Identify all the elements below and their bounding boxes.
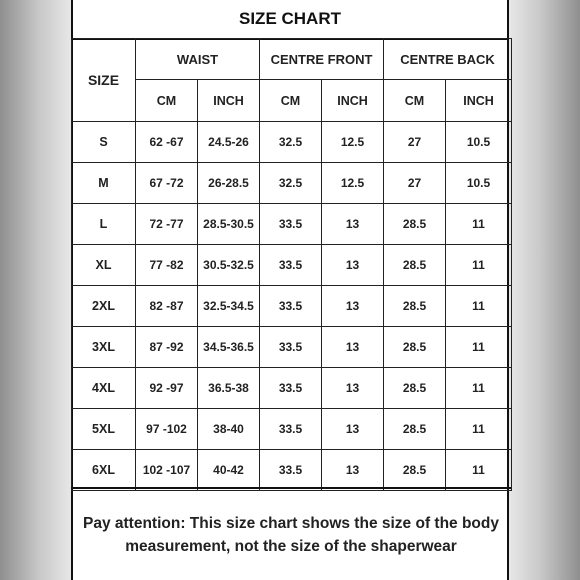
centre-back-cm: 28.5 xyxy=(384,368,446,409)
centre-back-inch: 10.5 xyxy=(446,122,512,163)
size-label: 3XL xyxy=(72,327,136,368)
table-row xyxy=(72,368,512,409)
chart-title: SIZE CHART xyxy=(73,0,507,40)
size-label: M xyxy=(72,163,136,204)
header-unit: CM xyxy=(260,80,322,122)
centre-front-cm: 33.5 xyxy=(260,286,322,327)
header-row-groups xyxy=(72,39,512,80)
centre-back-inch: 11 xyxy=(446,286,512,327)
centre-back-inch: 11 xyxy=(446,368,512,409)
centre-front-cm: 33.5 xyxy=(260,368,322,409)
centre-front-inch: 13 xyxy=(322,204,384,245)
table-row xyxy=(72,122,512,163)
note-line-1: Pay attention: This size chart shows the size of the body xyxy=(83,514,499,532)
waist-inch: 36.5-38 xyxy=(198,368,260,409)
centre-back-cm: 28.5 xyxy=(384,450,446,491)
waist-inch: 28.5-30.5 xyxy=(198,204,260,245)
centre-back-cm: 28.5 xyxy=(384,204,446,245)
waist-cm: 62 -67 xyxy=(136,122,198,163)
centre-front-cm: 32.5 xyxy=(260,122,322,163)
centre-front-inch: 13 xyxy=(322,368,384,409)
centre-front-inch: 13 xyxy=(322,409,384,450)
header-waist: WAIST xyxy=(136,39,260,80)
header-centre-front: CENTRE FRONT xyxy=(260,39,384,80)
centre-back-inch: 11 xyxy=(446,245,512,286)
waist-inch: 40-42 xyxy=(198,450,260,491)
size-chart-sheet xyxy=(71,0,509,580)
waist-cm: 92 -97 xyxy=(136,368,198,409)
waist-inch: 26-28.5 xyxy=(198,163,260,204)
waist-cm: 97 -102 xyxy=(136,409,198,450)
size-label: 5XL xyxy=(72,409,136,450)
waist-inch: 24.5-26 xyxy=(198,122,260,163)
header-unit: CM xyxy=(384,80,446,122)
table-row xyxy=(72,286,512,327)
centre-back-cm: 28.5 xyxy=(384,286,446,327)
size-label: 6XL xyxy=(72,450,136,491)
table-row xyxy=(72,450,512,491)
table-row xyxy=(72,327,512,368)
waist-cm: 67 -72 xyxy=(136,163,198,204)
header-unit: CM xyxy=(136,80,198,122)
size-label: S xyxy=(72,122,136,163)
centre-back-cm: 28.5 xyxy=(384,409,446,450)
waist-cm: 87 -92 xyxy=(136,327,198,368)
centre-back-cm: 27 xyxy=(384,163,446,204)
header-size: SIZE xyxy=(72,39,136,122)
centre-front-cm: 33.5 xyxy=(260,409,322,450)
centre-front-inch: 12.5 xyxy=(322,163,384,204)
header-row-units xyxy=(72,80,512,122)
attention-note xyxy=(71,487,511,580)
centre-front-inch: 13 xyxy=(322,245,384,286)
centre-front-inch: 13 xyxy=(322,286,384,327)
header-unit: INCH xyxy=(198,80,260,122)
table-row xyxy=(72,163,512,204)
centre-front-cm: 33.5 xyxy=(260,327,322,368)
centre-front-inch: 13 xyxy=(322,327,384,368)
centre-back-inch: 11 xyxy=(446,409,512,450)
table-row xyxy=(72,204,512,245)
centre-back-cm: 28.5 xyxy=(384,327,446,368)
size-label: XL xyxy=(72,245,136,286)
centre-front-cm: 33.5 xyxy=(260,245,322,286)
centre-front-inch: 13 xyxy=(322,450,384,491)
waist-cm: 102 -107 xyxy=(136,450,198,491)
note-line-2: measurement, not the size of the shaperwear xyxy=(125,537,457,555)
header-centre-back: CENTRE BACK xyxy=(384,39,512,80)
size-label: 4XL xyxy=(72,368,136,409)
centre-back-inch: 11 xyxy=(446,327,512,368)
size-label: 2XL xyxy=(72,286,136,327)
header-unit: INCH xyxy=(446,80,512,122)
centre-back-inch: 11 xyxy=(446,204,512,245)
table-row xyxy=(72,245,512,286)
waist-inch: 32.5-34.5 xyxy=(198,286,260,327)
centre-back-cm: 27 xyxy=(384,122,446,163)
centre-front-cm: 33.5 xyxy=(260,450,322,491)
centre-back-inch: 10.5 xyxy=(446,163,512,204)
waist-inch: 34.5-36.5 xyxy=(198,327,260,368)
waist-inch: 30.5-32.5 xyxy=(198,245,260,286)
waist-cm: 82 -87 xyxy=(136,286,198,327)
centre-front-cm: 33.5 xyxy=(260,204,322,245)
centre-back-inch: 11 xyxy=(446,450,512,491)
table-row xyxy=(72,409,512,450)
centre-front-inch: 12.5 xyxy=(322,122,384,163)
size-table xyxy=(71,38,512,491)
waist-cm: 77 -82 xyxy=(136,245,198,286)
header-unit: INCH xyxy=(322,80,384,122)
waist-cm: 72 -77 xyxy=(136,204,198,245)
centre-front-cm: 32.5 xyxy=(260,163,322,204)
size-label: L xyxy=(72,204,136,245)
centre-back-cm: 28.5 xyxy=(384,245,446,286)
waist-inch: 38-40 xyxy=(198,409,260,450)
